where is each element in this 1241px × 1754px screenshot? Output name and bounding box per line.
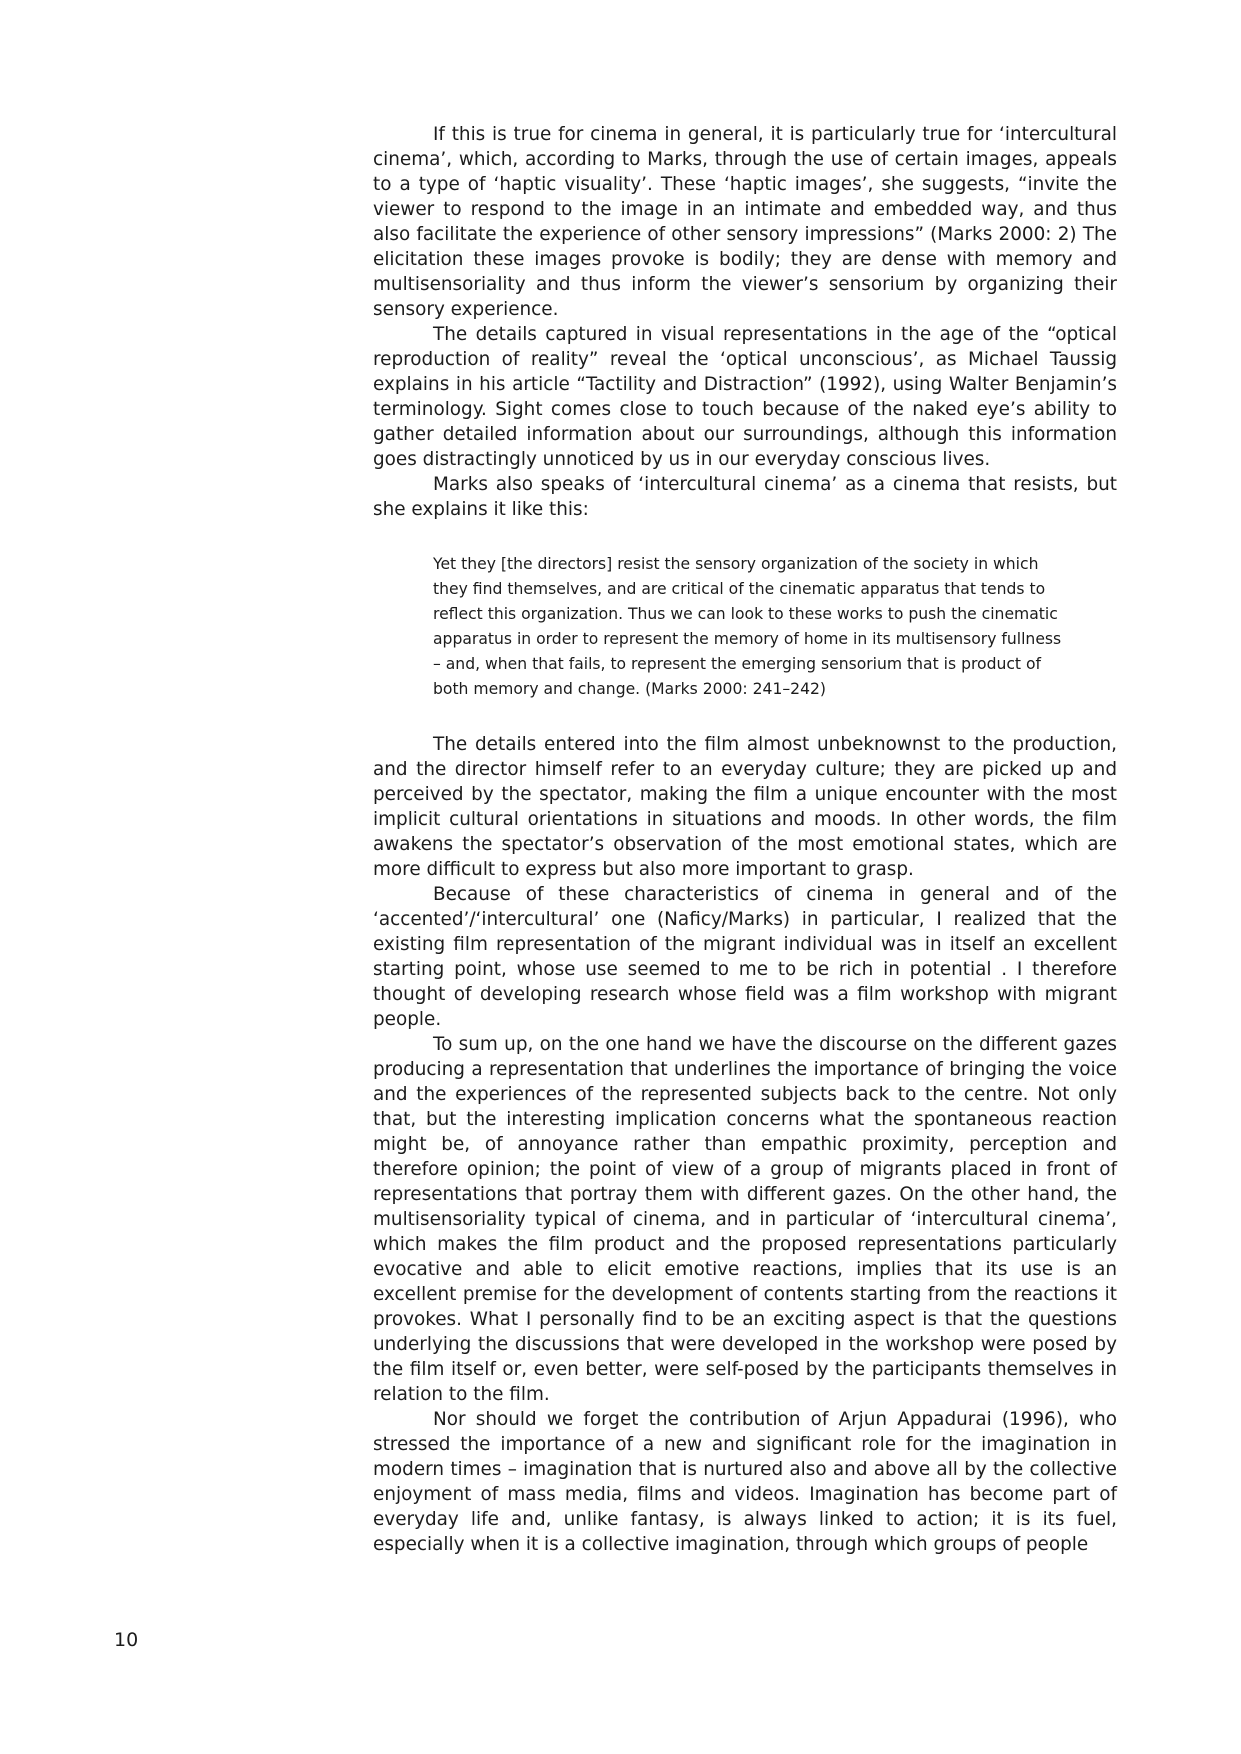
paragraph: The details entered into the film almost unbeknownst to the production, and the director himself refer to an everyday culture; they are picked up and perceived by the spectator, making the film a unique encounter with the most implicit cultural orientations in situations and moods. In other words, the film awakens the spectator’s observation of the most emotional states, which are more difficult to express but also more important to grasp. [373,734,1117,880]
paragraph: To sum up, on the one hand we have the discourse on the different gazes producing a representation that underlines the importance of bringing the voice and the experiences of the represented subjects back to the centre. Not only that, but the interesting implication concerns what the spontaneous reaction might be, of annoyance rather than empathic proximity, perception and therefore opinion; the point of view of a group of migrants placed in front of representations that portray them with different gazes. On the other hand, the multisensoriality typical of cinema, and in particular of ‘intercultural cinema’, which makes the film product and the proposed representations particularly evocative and able to elicit emotive reactions, implies that its use is an excellent premise for the development of contents starting from the reactions it provokes. What I personally find to be an exciting aspect is that the questions underlying the discussions that were developed in the workshop were posed by the film itself or, even better, were self-posed by the participants themselves in relation to the film. [373,1034,1117,1405]
paragraph: The details captured in visual representations in the age of the “optical reproduction of reality” reveal the ‘optical unconscious’, as Michael Taussig explains in his article “Tactility and Distraction” (1992), using Walter Benjamin’s terminology. Sight comes close to touch because of the naked eye’s ability to gather detailed information about our surroundings, although this information goes distractingly unnoticed by us in our everyday conscious lives. [373,324,1117,470]
paragraph: If this is true for cinema in general, it is particularly true for ‘intercultural cinema’, which, according to Marks, through the use of certain images, appeals to a type of ‘haptic visuality’. These ‘haptic images’, she suggests, “invite the viewer to respond to the image in an intimate and embedded way, and thus also facilitate the experience of other sensory impressions” (Marks 2000: 2) The elicitation these images provoke is bodily; they are dense with memory and multisensoriality and thus inform the viewer’s sensorium by organizing their sensory experience. [373,124,1117,320]
paragraph: Marks also speaks of ‘intercultural cinema’ as a cinema that resists, but she explains it like this: [373,474,1117,520]
page-number: 10 [114,1629,139,1651]
block-quote: Yet they [the directors] resist the sensory organization of the society in which they find themselves, and are critical of the cinematic apparatus that tends to reflect this organization. Thus we can look to these works to push the cinematic apparatus in order to represent the memory of home in its multisensory fullness – and, when that fails, to represent the emerging sensorium that is product of both memory and change. (Marks 2000: 241–242) [433,555,1062,698]
paragraph: Because of these characteristics of cinema in general and of the ‘accented’/‘intercultural’ one (Naficy/Marks) in particular, I realized that the existing film representation of the migrant individual was in itself an excellent starting point, whose use seemed to me to be rich in potential . I therefore thought of developing research whose field was a film workshop with migrant people. [373,884,1117,1030]
paragraph: Nor should we forget the contribution of Arjun Appadurai (1996), who stressed the importance of a new and significant role for the imagination in modern times – imagination that is nurtured also and above all by the collective enjoyment of mass media, films and videos. Imagination has become part of everyday life and, unlike fantasy, is always linked to action; it is its fuel, especially when it is a collective imagination, through which groups of people [373,1409,1117,1555]
body-text [373,122,1117,1557]
